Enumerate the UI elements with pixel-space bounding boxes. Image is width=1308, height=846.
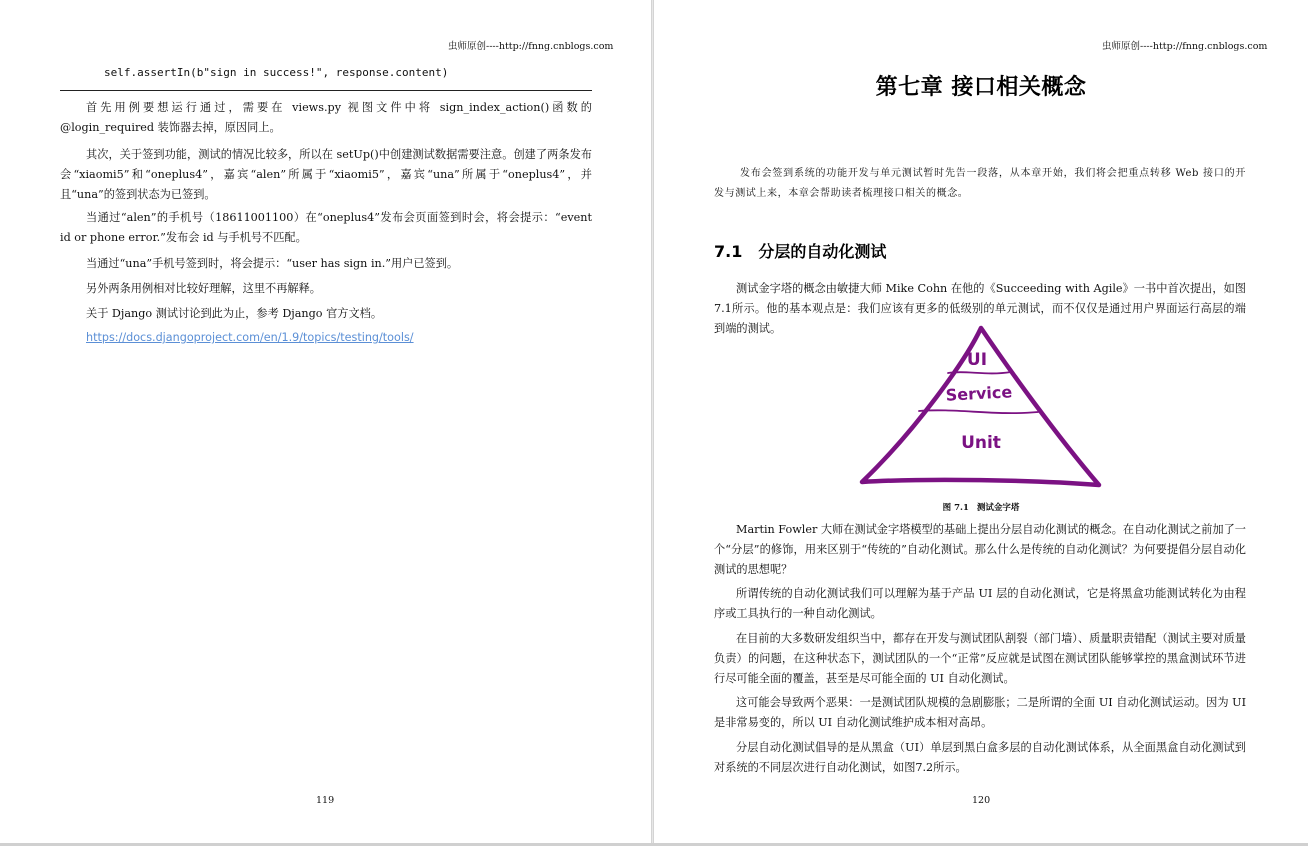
paragraph: 这可能会导致两个恶果：一是测试团队规模的急剧膨胀；二是所谓的全面 UI 自动化测试运动。因为 UI 是非常易变的，所以 UI 自动化测试维护成本相对高昂。 bbox=[714, 696, 1246, 729]
paragraph: 其次，关于签到功能，测试的情况比较多，所以在 setUp()中创建测试数据需要注意。创建了两条发布会“xiaomi5”和“oneplus4”，嘉宾“alen”所属于“xiaomi5”，嘉宾“una”所属于“oneplus4”，并且“una”的签到状态为已签到。 bbox=[60, 148, 592, 201]
paragraph: 当通过“alen”的手机号（18611001100）在“oneplus4”发布会页面签到时会，将会提示：“event id or phone error.”发布会 id 与手机号不匹配。 bbox=[60, 211, 592, 244]
django-docs-link[interactable]: https://docs.djangoproject.com/en/1.9/topics/testing/tools/ bbox=[86, 331, 414, 344]
page-number: 120 bbox=[972, 795, 991, 806]
right-page bbox=[654, 0, 1308, 846]
pyramid-divider-lower bbox=[919, 410, 1038, 413]
test-pyramid-diagram bbox=[856, 320, 1106, 495]
figure-caption-text: 测试金字塔 bbox=[976, 503, 1020, 513]
left-page bbox=[0, 0, 652, 846]
pyramid-divider-upper bbox=[948, 372, 1011, 373]
pyramid-label-service: Service bbox=[945, 382, 1013, 405]
figure-caption bbox=[654, 501, 1308, 513]
paragraph: 所谓传统的自动化测试我们可以理解为基于产品 UI 层的自动化测试，它是将黑盒功能测试转化为由程序或工具执行的一种自动化测试。 bbox=[714, 587, 1246, 620]
paragraph: 关于 Django 测试讨论到此为止，参考 Django 官方文档。 bbox=[86, 307, 383, 320]
code-line: self.assertIn(b"sign in success!", response.content) bbox=[104, 66, 449, 79]
paragraph: 测试金字塔的概念由敏捷大师 Mike Cohn 在他的《Succeeding with Agile》一书中首次提出，如图7.1所示。他的基本观点是：我们应该有更多的低级别的单元测试，而不仅仅是通过用户界面运行高层的端到端的测试。 bbox=[714, 282, 1246, 335]
pyramid-label-unit: Unit bbox=[961, 433, 1001, 453]
section-title: 分层的自动化测试 bbox=[758, 242, 887, 261]
paragraph: 首先用例要想运行通过，需要在 views.py 视图文件中将 sign_index_action()函数的@login_required 装饰器去掉，原因同上。 bbox=[60, 101, 592, 134]
page-header: 虫师原创----http://fnng.cnblogs.com bbox=[448, 41, 614, 52]
horizontal-rule bbox=[60, 90, 592, 91]
chapter-title: 第七章 接口相关概念 bbox=[875, 75, 1087, 100]
paragraph: 另外两条用例相对比较好理解，这里不再解释。 bbox=[86, 282, 321, 295]
section-number: 7.1 bbox=[714, 242, 743, 261]
figure-caption-number: 图 7.1 bbox=[942, 503, 969, 513]
paragraph: 当通过“una”手机号签到时，将会提示：“user has sign in.”用户已签到。 bbox=[86, 257, 459, 270]
page-number: 119 bbox=[316, 795, 335, 806]
paragraph: 分层自动化测试倡导的是从黑盒（UI）单层到黑白盒多层的自动化测试体系，从全面黑盒自动化测试到对系统的不同层次进行自动化测试，如图7.2所示。 bbox=[714, 741, 1246, 774]
test-pyramid-figure bbox=[856, 320, 1106, 495]
paragraph: 在目前的大多数研发组织当中，都存在开发与测试团队割裂（部门墙）、质量职责错配（测试主要对质量负责）的问题，在这种状态下，测试团队的一个“正常”反应就是试图在测试团队能够掌控的黑盒测试环节进行尽可能全面的覆盖，甚至是尽可能全面的 UI 自动化测试。 bbox=[714, 632, 1246, 685]
page-header: 虫师原创----http://fnng.cnblogs.com bbox=[1102, 41, 1268, 52]
pyramid-label-ui: UI bbox=[966, 350, 988, 370]
section-heading bbox=[714, 239, 886, 262]
paragraph: Martin Fowler 大师在测试金字塔模型的基础上提出分层自动化测试的概念。在自动化测试之前加了一个“分层”的修饰，用来区别于“传统的”自动化测试。那么什么是传统的自动化测试？为何要提倡分层自动化测试的思想呢？ bbox=[714, 523, 1246, 576]
chapter-intro: 发布会签到系统的功能开发与单元测试暂时先告一段落，从本章开始，我们将会把重点转移 Web 接口的开发与测试上来，本章会帮助读者梳理接口相关的概念。 bbox=[714, 168, 1246, 199]
